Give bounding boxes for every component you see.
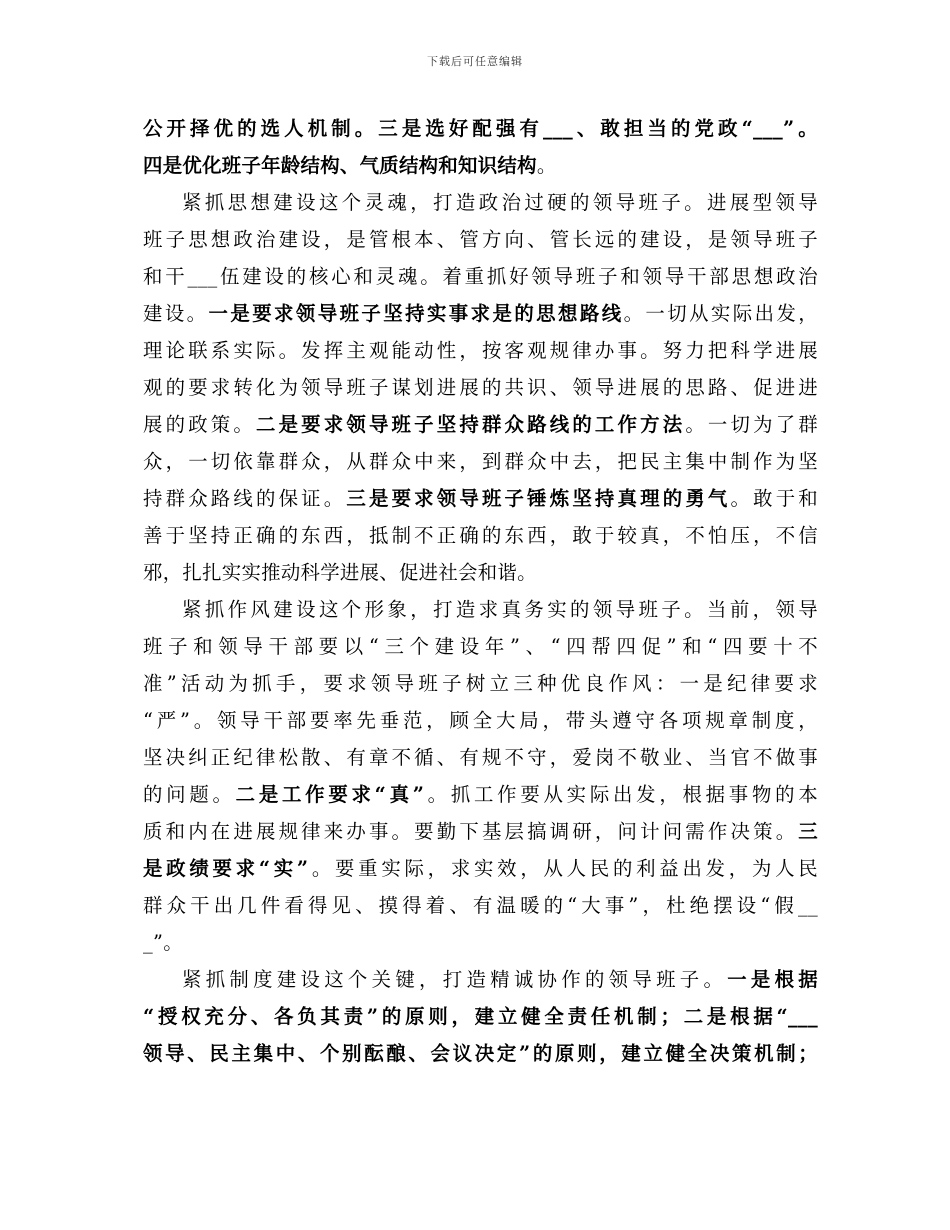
text-line — [143, 406, 818, 443]
text-line — [143, 813, 818, 850]
bold-text-segment: 一是要求领导班子坚持实事求是的思想路线 — [208, 302, 624, 325]
text-segment: 。一切为了群 — [685, 413, 819, 436]
text-line — [143, 628, 818, 665]
text-segment: 邪，扎扎实实推动科学进展、促进社会和谐。 — [143, 561, 537, 584]
text-segment: “严”。领导干部要率先垂范，顾全大局，带头遵守各项规章制度， — [143, 709, 818, 732]
text-line — [143, 591, 818, 628]
text-line — [143, 517, 818, 554]
text-line — [143, 147, 818, 184]
text-segment: 紧抓作风建设这个形象，打造求真务实的领导班子。当前，领导 — [182, 598, 818, 621]
text-segment: 和干___伍建设的核心和灵魂。着重抓好领导班子和领导干部思想政治 — [143, 265, 818, 288]
text-line — [143, 258, 818, 295]
text-segment: 善于坚持正确的东西，抵制不正确的东西，敢于较真，不怕压，不信 — [143, 524, 818, 547]
text-segment: 群众干出几件看得见、摸得着、有温暖的“大事”，杜绝摆设“假__ — [143, 894, 818, 917]
text-segment: 紧抓制度建设这个关键，打造精诚协作的领导班子。 — [182, 968, 728, 991]
text-segment: 建设。 — [143, 302, 209, 325]
text-segment: 班子思想政治建设，是管根本、管方向、管长远的建设，是领导班子 — [143, 228, 818, 251]
text-line — [143, 295, 818, 332]
text-segment: 理论联系实际。发挥主观能动性，按客观规律办事。努力把科学进展 — [143, 339, 818, 362]
text-segment: 班子和领导干部要以“三个建设年”、“四帮四促”和“四要十不 — [143, 635, 818, 658]
text-line — [143, 961, 818, 998]
text-line — [143, 480, 818, 517]
text-line — [143, 998, 818, 1035]
bold-text-segment: 是政绩要求“实” — [143, 857, 309, 880]
text-segment: 坚决纠正纪律松散、有章不循、有规不守，爱岗不敬业、当官不做事 — [143, 746, 818, 769]
bold-text-segment: 三 — [798, 820, 818, 843]
text-segment: _”。 — [143, 931, 183, 954]
bold-text-segment: 二是工作要求“真” — [235, 783, 425, 806]
bold-text-segment: 三是要求领导班子锤炼坚持真理的勇气 — [346, 487, 731, 510]
bold-text-segment: 二是要求领导班子坚持群众路线的工作方法 — [255, 413, 686, 436]
text-line — [143, 369, 818, 406]
bold-text-segment: 一是根据 — [727, 968, 818, 991]
document-body — [143, 110, 818, 1072]
bold-text-segment: 领导、民主集中、个别酝酿、会议决定”的原则，建立健全决策机制； — [143, 1042, 818, 1065]
text-line — [143, 554, 818, 591]
text-line — [143, 221, 818, 258]
text-segment: 。 — [536, 154, 557, 177]
text-line — [143, 332, 818, 369]
text-segment: 。要重实际，求实效，从人民的利益出发，为人民 — [308, 857, 818, 880]
text-line — [143, 665, 818, 702]
text-segment: 。敢于和 — [730, 487, 818, 510]
text-segment: 持群众路线的保证。 — [143, 487, 347, 510]
text-line — [143, 702, 818, 739]
text-line — [143, 924, 818, 961]
text-segment: 紧抓思想建设这个灵魂，打造政治过硬的领导班子。进展型领导 — [182, 191, 818, 214]
text-line — [143, 739, 818, 776]
text-line — [143, 443, 818, 480]
text-segment: 观的要求转化为领导班子谋划进展的共识、领导进展的思路、促进进 — [143, 376, 818, 399]
text-segment: 准”活动为抓手，要求领导班子树立三种优良作风：一是纪律要求 — [143, 672, 818, 695]
text-segment: 众，一切依靠群众，从群众中来，到群众中去，把民主集中制作为坚 — [143, 450, 818, 473]
bold-text-segment: “授权充分、各负其责”的原则，建立健全责任机制；二是根据“___ — [143, 1005, 818, 1028]
text-line — [143, 1035, 818, 1072]
bold-text-segment: 公开择优的选人机制。三是选好配强有___、敢担当的党政“___”。 — [143, 117, 818, 140]
text-line — [143, 184, 818, 221]
text-segment: 展的政策。 — [143, 413, 256, 436]
text-segment: 质和内在进展规律来办事。要勤下基层搞调研，问计问需作决策。 — [143, 820, 799, 843]
text-line — [143, 850, 818, 887]
page-header-note: 下载后可任意编辑 — [427, 55, 523, 68]
text-line — [143, 887, 818, 924]
bold-text-segment: 四是优化班子年龄结构、气质结构和知识结构 — [143, 154, 537, 177]
text-line — [143, 776, 818, 813]
text-segment: 。抓工作要从实际出发，根据事物的本 — [424, 783, 818, 806]
text-segment: 的问题。 — [143, 783, 236, 806]
text-segment: 。一切从实际出发， — [623, 302, 818, 325]
text-line — [143, 110, 818, 147]
